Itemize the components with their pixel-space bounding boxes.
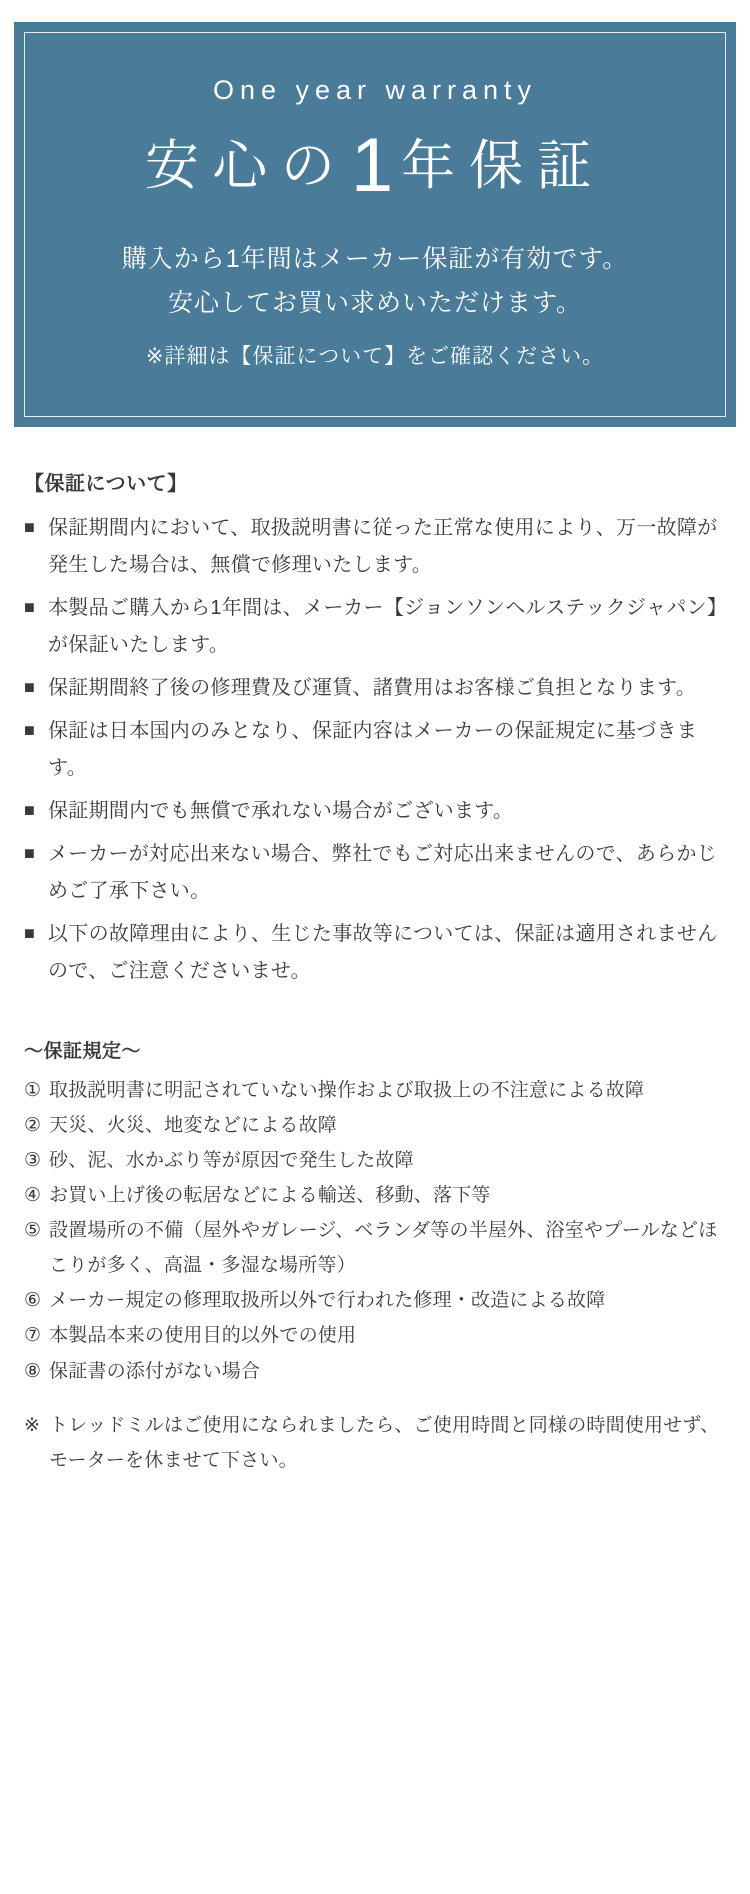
rules-section (24, 1036, 728, 1479)
number-marker: ⑧ (24, 1360, 42, 1382)
list-item (24, 1178, 728, 1213)
list-item (24, 1213, 728, 1283)
list-item (24, 793, 728, 830)
warranty-content (0, 427, 750, 1528)
hero-banner (14, 22, 736, 427)
list-item-text: メーカーが対応出来ない場合、弊社でもご対応出来ませんので、あらかじめご了承下さい。 (48, 842, 718, 902)
hero-title-suffix: 年保証 (401, 136, 606, 196)
rules-footnote-text: トレッドミルはご使用になられましたら、ご使用時間と同様の時間使用せず、モーターを休ませて下さい。 (49, 1414, 720, 1471)
list-item-text: 砂、泥、水かぶり等が原因で発生した故障 (49, 1149, 414, 1171)
rules-heading: 〜保証規定〜 (24, 1040, 142, 1062)
number-marker: ⑦ (24, 1325, 42, 1347)
list-item-text: 設置場所の不備（屋外やガレージ、ベランダ等の半屋外、浴室やプールなどほこりが多く、高温・多湿な場所等） (49, 1220, 718, 1277)
hero-lead-line-2: 安心してお買い求めいただけます。 (167, 288, 582, 317)
list-item-text: 保証は日本国内のみとなり、保証内容はメーカーの保証規定に基づきます。 (48, 719, 698, 779)
list-item-text: 以下の故障理由により、生じた事故等については、保証は適用されませんので、ご注意くださいませ。 (48, 922, 718, 982)
list-item-text: お買い上げ後の転居などによる輸送、移動、落下等 (49, 1184, 491, 1206)
square-bullet-icon: ■ (24, 676, 36, 697)
list-item-text: 保証期間終了後の修理費及び運賃、諸費用はお客様ご負担となります。 (48, 676, 696, 699)
square-bullet-icon: ■ (24, 719, 36, 740)
hero-title (45, 123, 705, 208)
hero-title-prefix: 安心の (144, 136, 349, 196)
number-marker: ③ (24, 1149, 42, 1171)
square-bullet-icon: ■ (24, 842, 36, 863)
rules-list (24, 1073, 728, 1389)
square-bullet-icon: ■ (24, 516, 36, 537)
rules-footnote (24, 1408, 728, 1478)
list-item (24, 916, 728, 990)
list-item (24, 713, 728, 787)
hero-title-number: 1 (350, 123, 396, 208)
list-item-text: 本製品ご購入から1年間は、メーカー【ジョンソンヘルステックジャパン】が保証いたします。 (48, 596, 728, 656)
list-item-text: 保証期間内において、取扱説明書に従った正常な使用により、万一故障が発生した場合は、無償で修理いたします。 (48, 516, 718, 576)
number-marker: ⑥ (24, 1290, 42, 1312)
warranty-page (0, 22, 750, 1894)
list-item (24, 836, 728, 910)
list-item (24, 1283, 728, 1318)
number-marker: ④ (24, 1184, 42, 1206)
list-item (24, 1318, 728, 1353)
list-item-text: 本製品本来の使用目的以外での使用 (49, 1325, 357, 1347)
list-item-text: 保証書の添付がない場合 (49, 1360, 261, 1382)
list-item-text: 保証期間内でも無償で承れない場合がございます。 (48, 799, 514, 822)
warranty-heading: 【保証について】 (24, 472, 188, 495)
list-item (24, 590, 728, 664)
hero-frame (24, 32, 726, 417)
square-bullet-icon: ■ (24, 596, 36, 617)
number-marker: ① (24, 1079, 42, 1101)
list-item (24, 1108, 728, 1143)
list-item-text: 天災、火災、地変などによる故障 (49, 1114, 338, 1136)
list-item (24, 1354, 728, 1389)
hero-lead (45, 238, 705, 326)
hero-note: ※詳細は【保証について】をご確認ください。 (145, 344, 605, 368)
list-item (24, 1073, 728, 1108)
list-item (24, 670, 728, 707)
square-bullet-icon: ■ (24, 799, 36, 820)
asterisk-marker: ※ (24, 1414, 41, 1436)
list-item (24, 1143, 728, 1178)
square-bullet-icon: ■ (24, 922, 36, 943)
number-marker: ② (24, 1114, 42, 1136)
list-item-text: メーカー規定の修理取扱所以外で行われた修理・改造による故障 (49, 1290, 606, 1312)
warranty-list (24, 510, 728, 990)
number-marker: ⑤ (24, 1220, 42, 1242)
list-item (24, 510, 728, 584)
list-item-text: 取扱説明書に明記されていない操作および取扱上の不注意による故障 (49, 1079, 645, 1101)
hero-eyebrow: One year warranty (212, 75, 538, 105)
hero-lead-line-1: 購入から1年間はメーカー保証が有効です。 (121, 245, 629, 273)
